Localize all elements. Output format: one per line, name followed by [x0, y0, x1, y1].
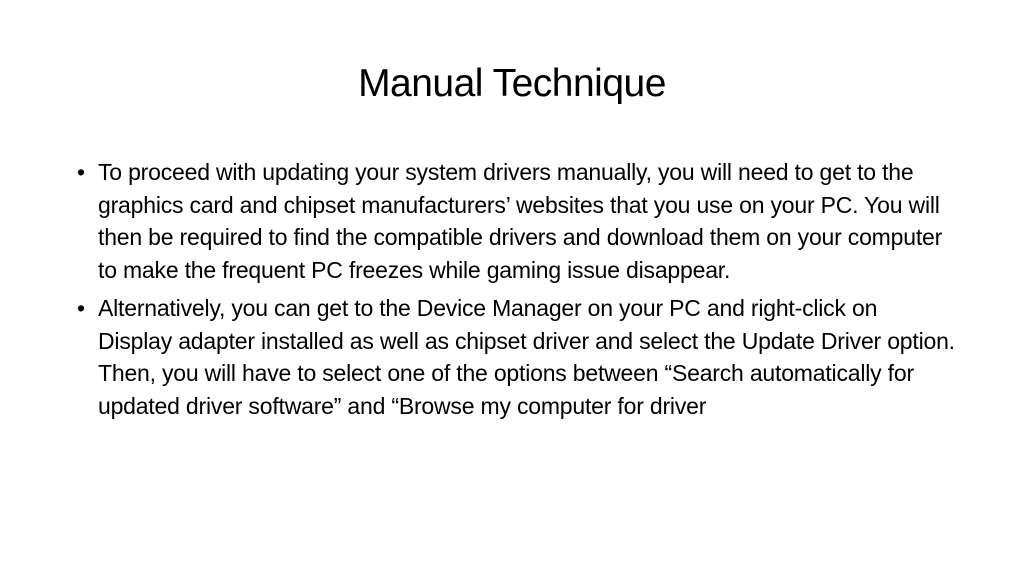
bullet-item-2	[76, 292, 956, 422]
bullet-text-2: Alternatively, you can get to the Device Manager on your PC and right-click on Display adapter installed as well as chipset driver and select the Update Driver option. Then, you will have to select one of the options between “Search automatically for updated driver software” and “Browse my computer for driver	[98, 295, 955, 419]
bullet-list	[76, 156, 956, 428]
bullet-dot-icon: •	[77, 159, 85, 185]
bullet-dot-icon: •	[77, 295, 85, 321]
slide-title: Manual Technique	[358, 62, 666, 105]
bullet-item-1	[76, 156, 956, 286]
bullet-text-1: To proceed with updating your system drivers manually, you will need to get to the graphics card and chipset manufacturers’ websites that you use on your PC. You will then be required to find the compatible drivers and download them on your computer to make the frequent PC freezes while gaming issue disappear.	[98, 159, 943, 283]
